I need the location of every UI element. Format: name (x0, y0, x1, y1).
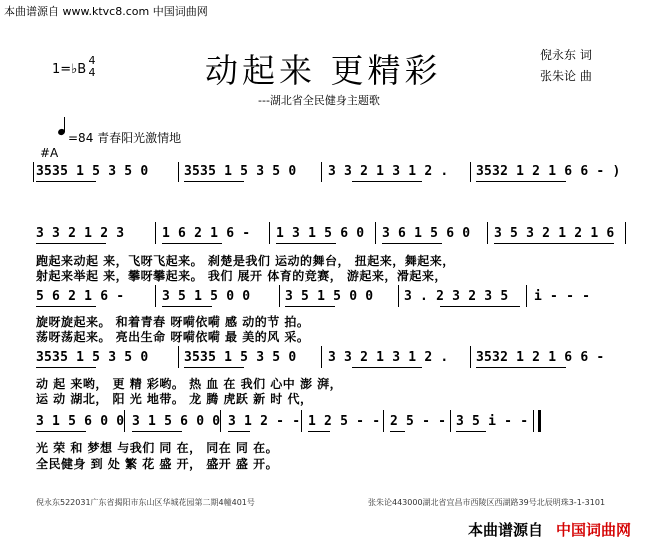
measure-notes: 3 3 2 1 3 1 2 . (328, 164, 449, 179)
measure-notes: 3 1 5 6 0 0 (36, 414, 125, 429)
duration-underline (162, 306, 212, 307)
duration-underline (132, 431, 182, 432)
barline (220, 410, 221, 432)
barline (470, 346, 471, 368)
barline (383, 410, 384, 432)
lyric-line: 光 荣 和 梦想 与我们 同 在， 同在 同 在。 (36, 441, 279, 455)
quarter-note-icon (57, 128, 66, 136)
barline (321, 162, 322, 182)
duration-underline (476, 181, 566, 182)
barline (526, 285, 527, 307)
duration-underline (494, 243, 614, 244)
footer-address-composer: 张朱论443000湖北省宜昌市西陵区西湖路39号北辰明珠3-1-3101 (368, 498, 606, 507)
duration-underline (36, 306, 96, 307)
lyric-line: 射起来举起 来，攀呀攀起来。 我们 展开 体育的竞赛， 游起来，滑起来， (36, 269, 447, 283)
key-signature: 1=♭B (52, 62, 87, 77)
top-watermark: 本曲谱源自 www.ktvc8.com 中国词曲网 (4, 5, 208, 18)
barline (301, 410, 302, 432)
duration-underline (276, 243, 336, 244)
measure-notes: 3535 1 5 3 5 0 (36, 164, 149, 179)
barline (155, 222, 156, 244)
measure-notes: 1 2 5 - - (308, 414, 381, 429)
duration-underline (382, 243, 442, 244)
duration-underline (352, 181, 422, 182)
measure-notes: i - - - (534, 289, 591, 304)
lyric-line: 旋呀旋起来。 和着青春 呀嗬依嗬 感 动的节 拍。 (36, 315, 310, 329)
duration-underline (308, 431, 330, 432)
measure-notes: 3532 1 2 1 6 6 - (476, 350, 605, 365)
measure-notes: 3 5 1 5 0 0 (162, 289, 251, 304)
barline (625, 222, 626, 244)
song-title: 动起来 更精彩 (205, 51, 442, 90)
lyric-line: 跑起来动起 来，飞呀飞起来。 刹楚是我们 运动的舞台， 扭起来，舞起来， (36, 254, 455, 268)
barline (470, 162, 471, 182)
duration-underline (36, 431, 86, 432)
measure-notes: 3535 1 5 3 5 0 (36, 350, 149, 365)
duration-underline (390, 431, 405, 432)
measure-notes: 2 5 - - (390, 414, 447, 429)
measure-notes: 5 6 2 1 6 - (36, 289, 125, 304)
measure-notes: 3 6 1 5 6 0 (382, 226, 471, 241)
lyric-line: 运 动 湖北， 阳 光 地带。 龙 腾 虎跃 新 时 代， (36, 392, 313, 406)
duration-underline (162, 243, 222, 244)
lyric-line: 荡呀荡起来。 亮出生命 呀嗬依嗬 最 美的风 采。 (36, 330, 310, 344)
barline (450, 410, 451, 432)
barline (124, 410, 125, 432)
barline (533, 410, 534, 432)
duration-underline (36, 367, 96, 368)
barline (178, 346, 179, 368)
time-signature-bottom: 4 (88, 66, 96, 79)
duration-underline (184, 367, 244, 368)
measure-notes: 3535 1 5 3 5 0 (184, 164, 297, 179)
barline (321, 346, 322, 368)
duration-underline (285, 306, 335, 307)
lyric-line: 全民健身 到 处 繁 花 盛 开， 盛开 盛 开。 (36, 457, 279, 471)
composer-credit: 张朱论 曲 (540, 69, 592, 83)
measure-notes: 3 1 5 6 0 0 (132, 414, 221, 429)
barline (178, 162, 179, 182)
measure-notes: 1 3 1 5 6 0 (276, 226, 365, 241)
duration-underline (36, 243, 106, 244)
duration-underline (456, 431, 486, 432)
measure-notes: 3 . 2 3 2 3 5 (404, 289, 509, 304)
measure-notes: 1 6 2 1 6 - (162, 226, 251, 241)
barline (155, 285, 156, 307)
bottom-watermark-left: 本曲谱源自 (468, 521, 544, 539)
barline (398, 285, 399, 307)
barline (33, 162, 34, 182)
measure-notes: 3532 1 2 1 6 6 - ) (476, 164, 621, 179)
measure-notes: 3 1 2 - - (228, 414, 301, 429)
measure-notes: 3 5 3 2 1 2 1 6 (494, 226, 615, 241)
bottom-watermark-right: 中国词曲网 (556, 521, 632, 539)
measure-notes: 3 5 i - - (456, 414, 529, 429)
barline (375, 222, 376, 244)
barline (487, 222, 488, 244)
lyric-line: 动 起 来哟， 更 精 彩哟。 热 血 在 我们 心中 澎 湃， (36, 377, 343, 391)
measure-notes: 3 3 2 1 2 3 (36, 226, 125, 241)
measure-notes: 3535 1 5 3 5 0 (184, 350, 297, 365)
lyricist-credit: 倪永东 词 (540, 48, 592, 62)
measure-notes: 3 3 2 1 3 1 2 . (328, 350, 449, 365)
duration-underline (228, 431, 250, 432)
barline (279, 285, 280, 307)
duration-underline (36, 181, 96, 182)
footer-address-lyricist: 倪永东522031广东省揭阳市东山区华城花园第二期4幢401号 (36, 498, 255, 507)
section-marker: #A (40, 146, 59, 160)
final-barline (538, 410, 541, 432)
song-subtitle: ---湖北省全民健身主题歌 (258, 94, 380, 107)
time-signature (87, 55, 97, 79)
duration-underline (184, 181, 244, 182)
duration-underline (476, 367, 566, 368)
time-signature-top: 4 (88, 54, 96, 67)
duration-underline (440, 306, 520, 307)
tempo-marking: =84 青春阳光激情地 (68, 131, 182, 145)
duration-underline (352, 367, 422, 368)
barline (269, 222, 270, 244)
measure-notes: 3 5 1 5 0 0 (285, 289, 374, 304)
